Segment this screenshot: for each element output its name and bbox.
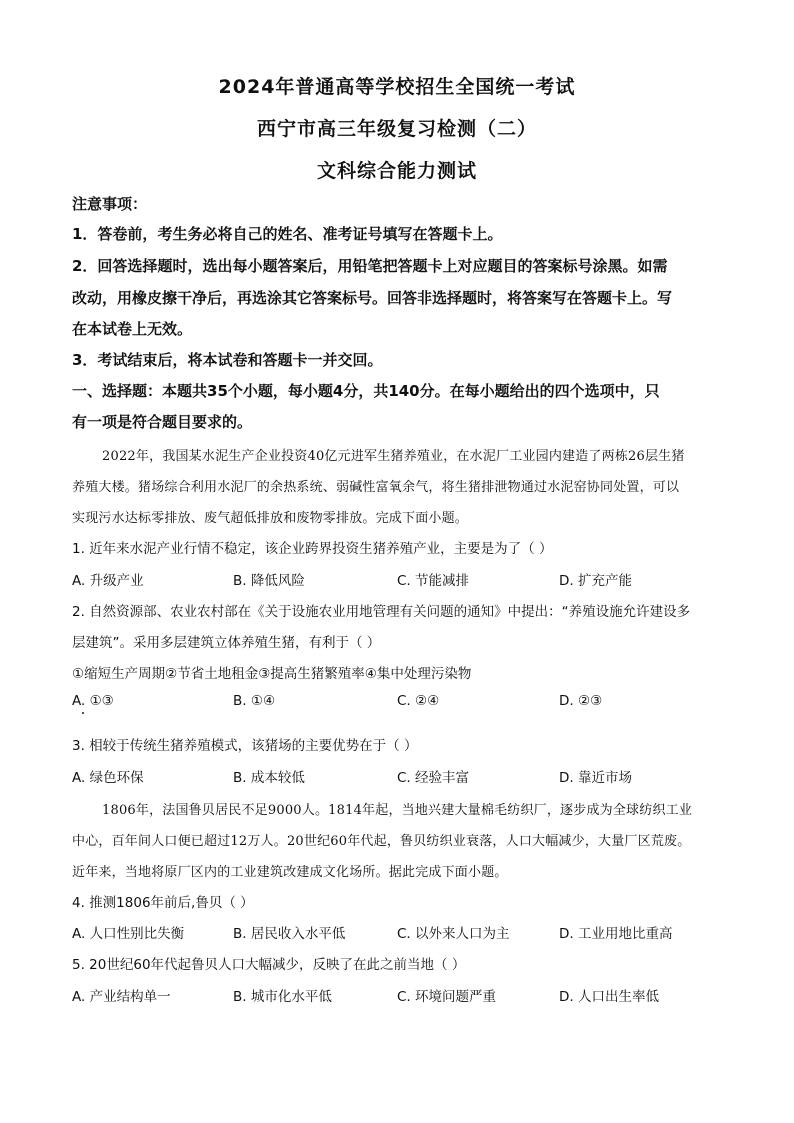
notice-heading: 注意事项： (72, 195, 148, 213)
passage-1-line-1: 2022年，我国某水泥生产企业投资40亿元进军生猪养殖业，在水泥厂工业园内建造了两栋26层生猪 (102, 449, 685, 464)
exam-subtitle: 西宁市高三年级复习检测（二） (256, 118, 537, 140)
question-4-option-a: A. 人口性别比失衡 (72, 926, 185, 942)
question-1-stem: 1. 近年来水泥产业行情不稳定，该企业跨界投资生猪养殖产业，主要是为了（ ） (72, 541, 553, 557)
question-2-option-d: D. ②③ (559, 693, 603, 709)
notice-item-2-line-2: 改动，用橡皮擦干净后，再选涂其它答案标号。回答非选择题时，将答案写在答题卡上。写 (72, 289, 673, 307)
question-1-option-c: C. 节能减排 (397, 573, 470, 589)
question-3-stem: 3. 相较于传统生猪养殖模式，该猪场的主要优势在于（ ） (72, 738, 418, 754)
question-2-option-c: C. ②④ (397, 693, 440, 709)
notice-item-3: 3．考试结束后，将本试卷和答题卡一并交回。 (72, 351, 383, 369)
passage-1-line-3: 实现污水达标零排放、废气超低排放和废物零排放。完成下面小题。 (72, 511, 469, 526)
notice-item-2-line-3: 在本试卷上无效。 (72, 320, 193, 338)
question-5-option-d: D. 人口出生率低 (559, 989, 659, 1005)
passage-2-line-1: 1806年，法国鲁贝居民不足9000人。1814年起，当地兴建大量棉毛纺织厂，逐步成为全球纺织工业 (102, 803, 693, 818)
question-5-option-c: C. 环境问题严重 (397, 989, 497, 1005)
question-2-stem-line-2: 层建筑”。采用多层建筑立体养殖生猪，有利于（ ） (72, 635, 381, 651)
exam-title: 2024年普通高等学校招生全国统一考试 (218, 76, 576, 98)
question-1-option-a: A. 升级产业 (72, 573, 144, 589)
question-1-option-b: B. 降低风险 (233, 573, 305, 589)
question-5-option-b: B. 城市化水平低 (233, 989, 332, 1005)
question-4-option-b: B. 居民收入水平低 (233, 926, 346, 942)
passage-2-line-2: 中心，百年间人口便已超过12万人。20世纪60年代起，鲁贝纺织业衰落，人口大幅减少，大量厂区荒废。 (72, 834, 691, 849)
question-2-option-a: A. ①③ (72, 693, 114, 709)
question-3-option-a: A. 绿色环保 (72, 770, 144, 786)
question-4-stem: 4. 推测1806年前后,鲁贝（ ） (72, 895, 254, 911)
question-3-option-d: D. 靠近市场 (559, 770, 632, 786)
passage-1-line-2: 养殖大楼。猪场综合利用水泥厂的余热系统、弱碱性富氧余气，将生猪排泄物通过水泥窑协同处置，可以 (72, 480, 680, 495)
question-2-stem-line-1: 2. 自然资源部、农业农村部在《关于设施农业用地管理有关问题的通知》中提出：“养殖设施允许建设多 (72, 604, 691, 620)
question-4-option-d: D. 工业用地比重高 (559, 926, 673, 942)
exam-subject: 文科综合能力测试 (316, 160, 477, 182)
notice-item-2-line-1: 2．回答选择题时，选出每小题答案后，用铅笔把答题卡上对应题目的答案标号涂黑。如需 (72, 257, 668, 275)
question-3-option-c: C. 经验丰富 (397, 770, 470, 786)
notice-item-1: 1．答卷前，考生务必将自己的姓名、准考证号填写在答题卡上。 (72, 225, 503, 243)
section-heading-line-2: 有一项是符合题目要求的。 (72, 413, 253, 431)
question-5-stem: 5. 20世纪60年代起鲁贝人口大幅减少，反映了在此之前当地（ ） (72, 957, 466, 973)
question-3-option-b: B. 成本较低 (233, 770, 305, 786)
question-1-option-d: D. 扩充产能 (559, 573, 632, 589)
passage-2-line-3: 近年来，当地将原厂区内的工业建筑改建成文化场所。据此完成下面小题。 (72, 865, 508, 880)
question-5-option-a: A. 产业结构单一 (72, 989, 171, 1005)
question-2-option-b: B. ①④ (233, 693, 276, 709)
stray-dot (82, 712, 84, 714)
question-4-option-c: C. 以外来人口为主 (397, 926, 510, 942)
section-heading-line-1: 一、选择题：本题共35个小题，每小题4分，共140分。在每小题给出的四个选项中，只 (72, 382, 660, 400)
question-2-statements: ①缩短生产周期②节省土地租金③提高生猪繁殖率④集中处理污染物 (72, 666, 472, 682)
